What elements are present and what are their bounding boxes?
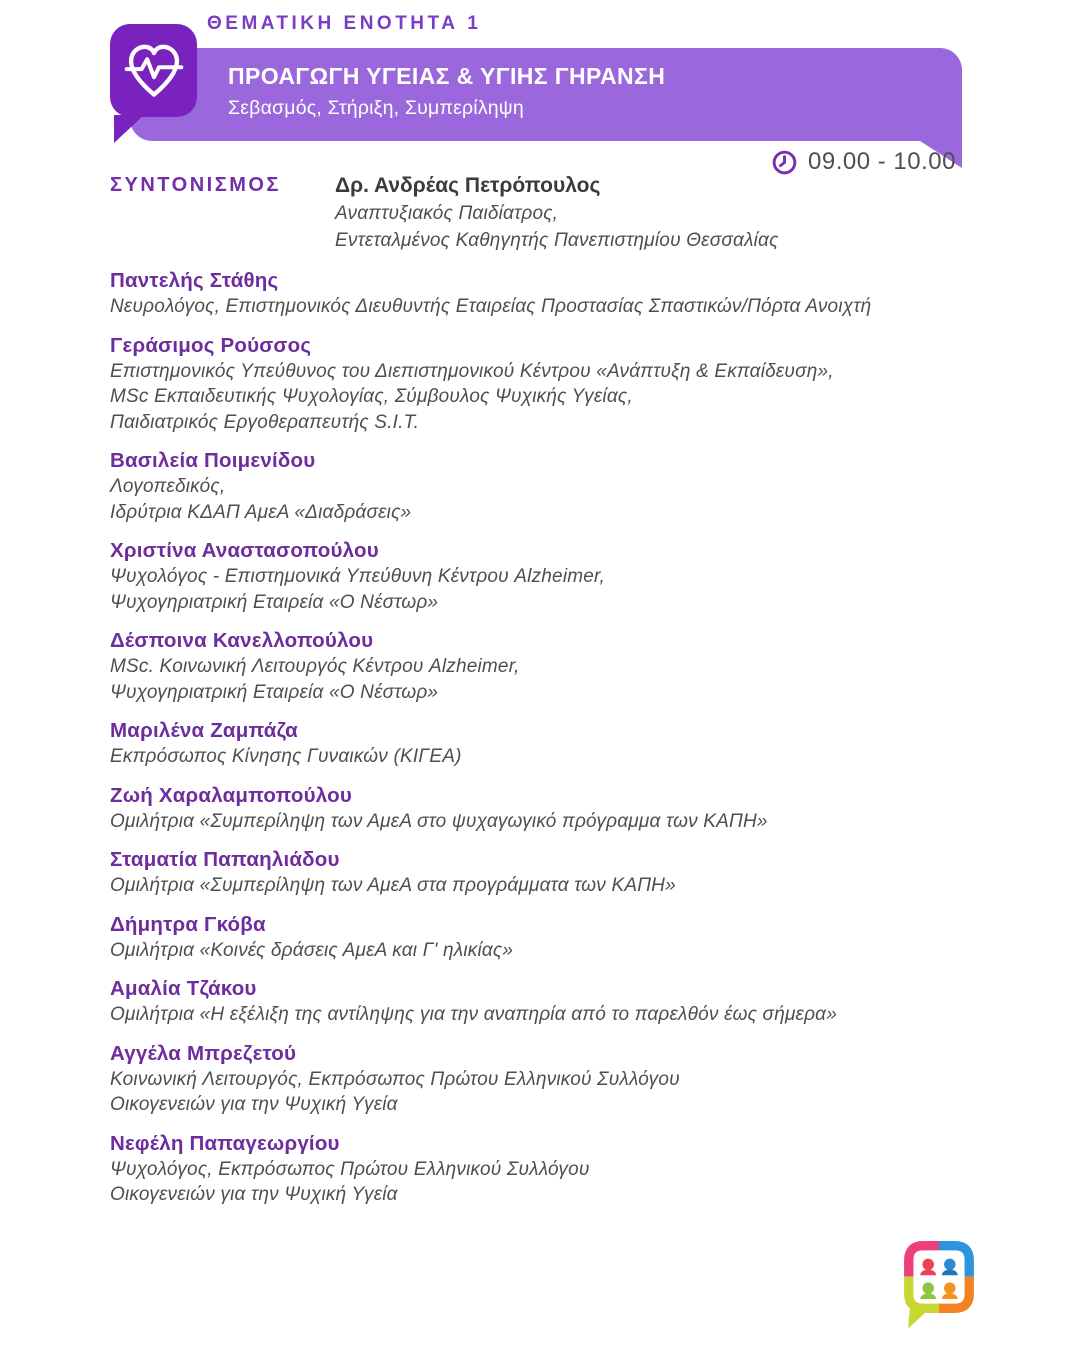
participant-role-line: Οικογενειών για την Ψυχική Υγεία	[110, 1184, 398, 1205]
participant-role-line: Ιδρύτρια ΚΔΑΠ ΑμεΑ «Διαδράσεις»	[110, 501, 412, 523]
coordinator-info	[335, 172, 779, 254]
participant-name: Νεφέλη Παπαγεωργίου	[110, 1131, 340, 1155]
participant-role-line: Επιστημονικός Υπεύθυνος του Διεπιστημονικού Κέντρου «Ανάπτυξη & Εκπαίδευση»,	[110, 360, 834, 382]
participant-role-line: Οικογενειών για την Ψυχική Υγεία	[110, 1094, 398, 1115]
heart-pulse-icon	[123, 40, 185, 102]
participant-name: Παντελής Στάθης	[110, 269, 279, 292]
participant-name: Βασιλεία Ποιμενίδου	[110, 449, 316, 472]
participant-role-line: Ομιλήτρια «Συμπερίληψη των ΑμεΑ στο ψυχαγωγικό πρόγραμμα των ΚΑΠΗ»	[110, 810, 768, 832]
participant-block	[110, 911, 990, 964]
session-time-text: 09.00 - 10.00	[808, 148, 956, 175]
participant-name: Αμαλία Τζάκου	[110, 977, 257, 1000]
community-people-logo	[903, 1238, 975, 1334]
participant-name: Δήμητρα Γκόβα	[110, 912, 266, 936]
participant-role-line: Ψυχολόγος, Εκπρόσωπος Πρώτου Ελληνικού Συλλόγου	[110, 1158, 590, 1180]
participant-role-line: Ψυχογηριατρική Εταιρεία «Ο Νέστωρ»	[110, 591, 439, 613]
participant-block	[110, 1130, 990, 1208]
participants-list	[110, 267, 990, 1208]
participant-block	[110, 846, 990, 899]
participant-role-line: Ψυχολόγος - Επιστημονικά Υπεύθυνη Κέντρου Alzheimer,	[110, 566, 605, 587]
participant-name: Χριστίνα Αναστασοπούλου	[110, 539, 379, 562]
participant-role-line: Ομιλήτρια «Η εξέλιξη της αντίληψης για την αναπηρία από το παρελθόν έως σήμερα»	[110, 1004, 837, 1025]
participant-block	[110, 332, 990, 436]
participant-name: Γεράσιμος Ρούσσος	[110, 333, 312, 357]
bubble-tail-shape	[114, 115, 144, 143]
participant-role-line: Λογοπεδικός,	[110, 476, 226, 497]
participant-block	[110, 782, 990, 835]
participant-role-line: Παιδιατρικός Εργοθεραπευτής S.I.T.	[110, 411, 420, 433]
heart-pulse-icon-bubble	[110, 24, 197, 117]
coordinator-role-line: Εντεταλμένος Καθηγητής Πανεπιστημίου Θεσσαλίας	[335, 230, 779, 251]
session-header-band	[130, 48, 962, 141]
participant-role-line: MSc. Κοινωνική Λειτουργός Κέντρου Alzheimer,	[110, 656, 520, 677]
participant-block	[110, 537, 990, 615]
session-content	[110, 172, 990, 1220]
participant-block	[110, 975, 990, 1028]
participant-role-line: Ομιλήτρια «Συμπερίληψη των ΑμεΑ στα προγράμματα των ΚΑΠΗ»	[110, 875, 676, 896]
coordinator-label: ΣΥΝΤΟΝΙΣΜΟΣ	[110, 174, 281, 196]
coordinator-name: Δρ. Ανδρέας Πετρόπουλος	[335, 174, 601, 197]
participant-role-line: Εκπρόσωπος Κίνησης Γυναικών (ΚΙΓΕΑ)	[110, 746, 462, 767]
coordinator-block	[110, 172, 990, 254]
participant-block	[110, 1040, 990, 1118]
session-title: ΠΡΟΑΓΩΓΗ ΥΓΕΙΑΣ & ΥΓΙΗΣ ΓΗΡΑΝΣΗ	[228, 63, 666, 89]
participant-block	[110, 627, 990, 705]
participant-name: Μαριλένα Ζαμπάζα	[110, 719, 298, 742]
participant-name: Αγγέλα Μπρεζετού	[110, 1041, 297, 1065]
participant-block	[110, 717, 990, 770]
participant-role-line: Ομιλήτρια «Κοινές δράσεις ΑμεΑ και Γ' ηλικίας»	[110, 939, 514, 961]
coordinator-role-line: Αναπτυξιακός Παιδίατρος,	[335, 203, 559, 224]
section-label: ΘΕΜΑΤΙΚΗ ΕΝΟΤΗΤΑ 1	[207, 13, 482, 34]
participant-role-line: MSc Εκπαιδευτικής Ψυχολογίας, Σύμβουλος Ψυχικής Υγείας,	[110, 386, 633, 407]
participant-name: Ζωή Χαραλαμποπούλου	[110, 783, 352, 807]
participant-role-line: Ψυχογηριατρική Εταιρεία «Ο Νέστωρ»	[110, 681, 439, 703]
participant-role-line: Κοινωνική Λειτουργός, Εκπρόσωπος Πρώτου Ελληνικού Συλλόγου	[110, 1068, 680, 1090]
session-subtitle: Σεβασμός, Στήριξη, Συμπερίληψη	[228, 97, 524, 119]
participant-name: Σταματία Παπαηλιάδου	[110, 848, 340, 871]
participant-name: Δέσποινα Κανελλοπούλου	[110, 629, 374, 652]
participant-block	[110, 447, 990, 525]
participant-role-line: Νευρολόγος, Επιστημονικός Διευθυντής Εταιρείας Προστασίας Σπαστικών/Πόρτα Ανοιχτή	[110, 296, 872, 317]
participant-block	[110, 267, 990, 320]
